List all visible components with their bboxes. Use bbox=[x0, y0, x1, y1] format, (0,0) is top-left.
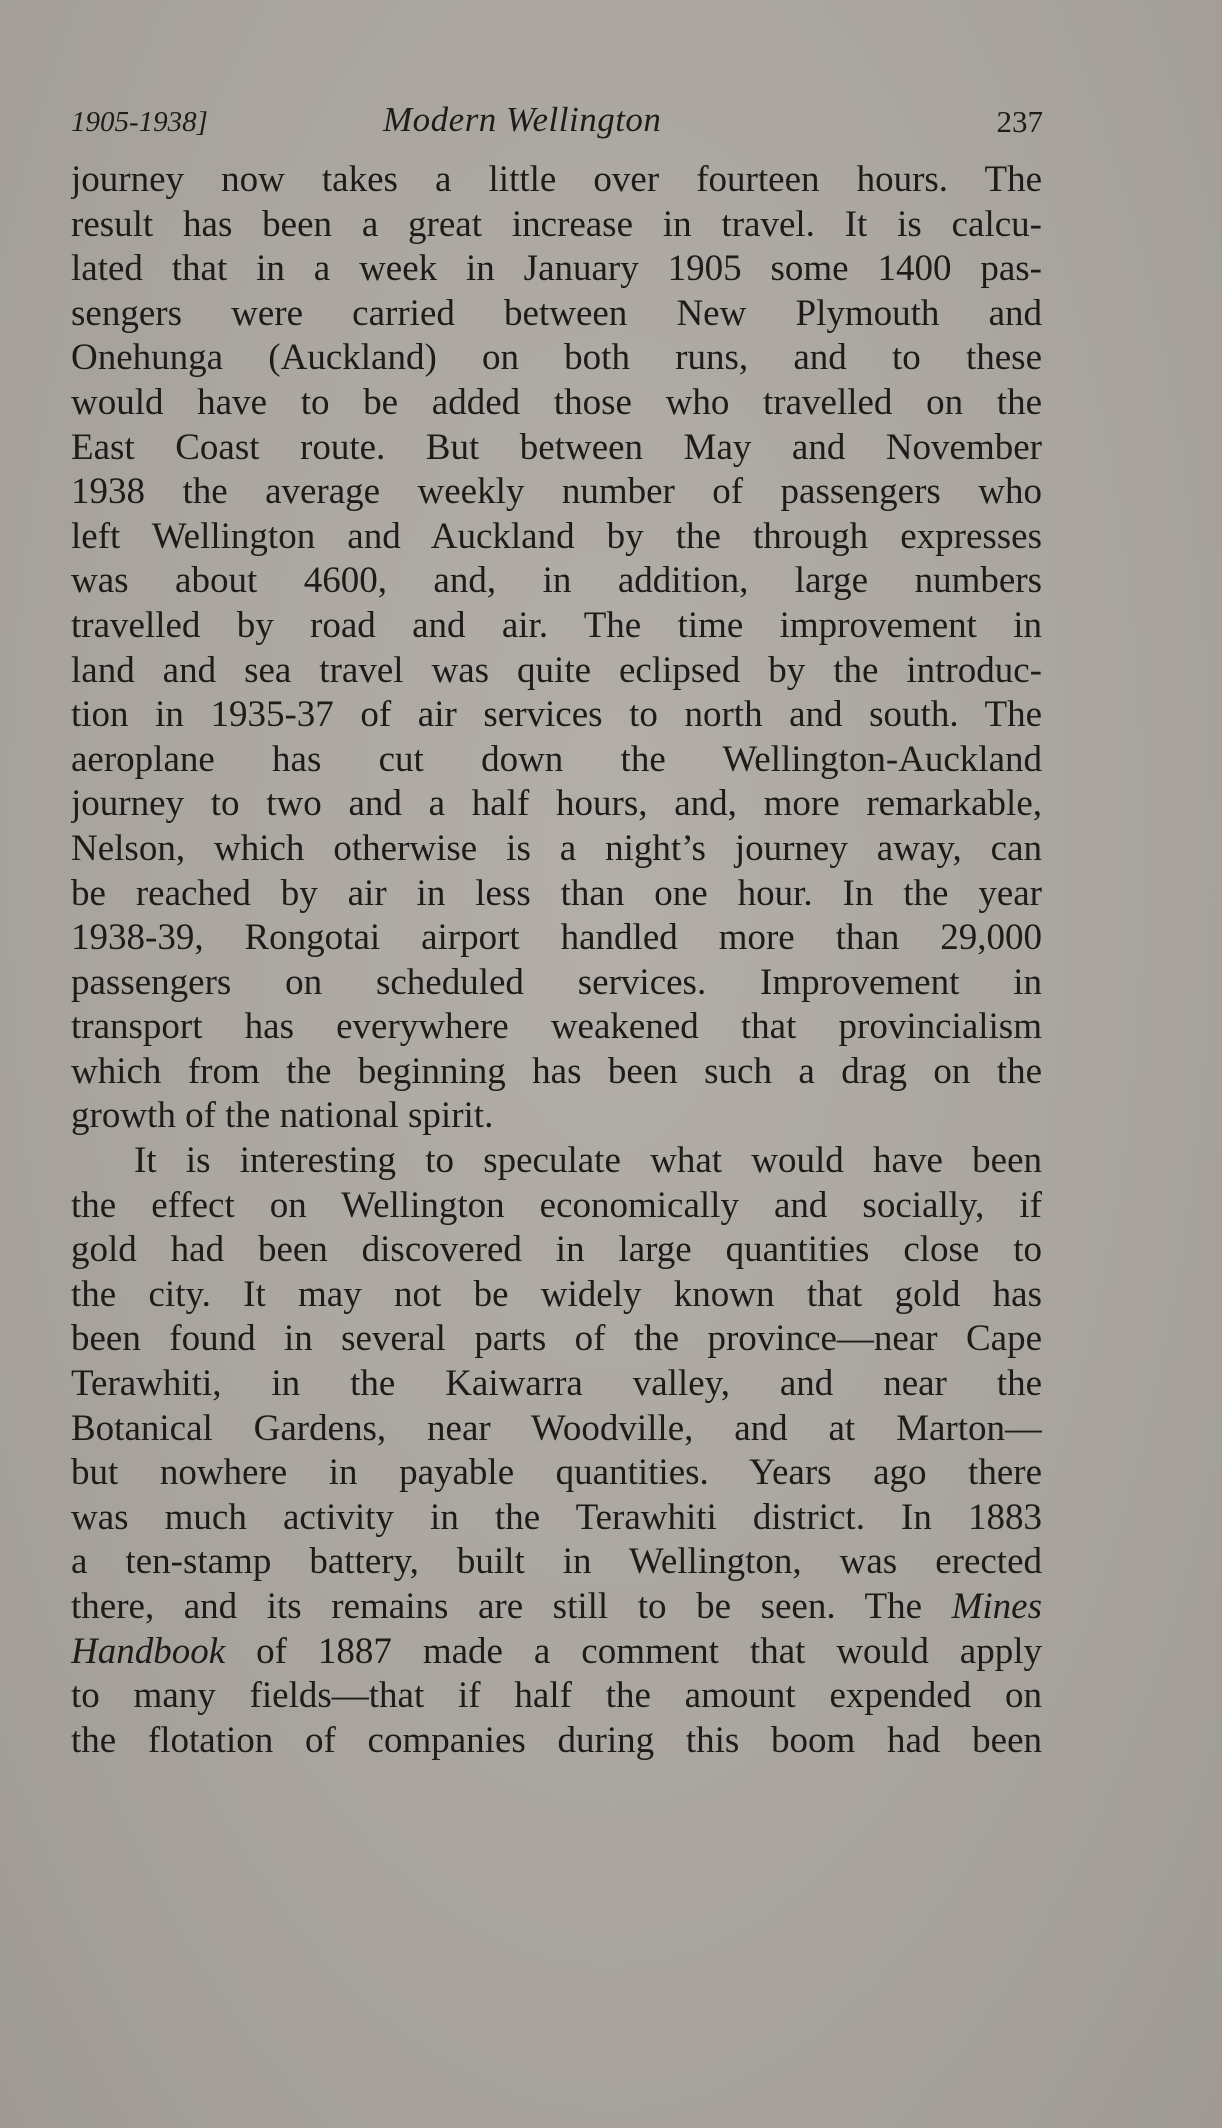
text-line: travelled by road and air. The time improvement in bbox=[71, 604, 1042, 646]
text-line: was about 4600, and, in addition, large numbers bbox=[71, 560, 1042, 602]
text-line: left Wellington and Auckland by the through expresses bbox=[71, 515, 1042, 557]
text-line: Terawhiti, in the Kaiwarra valley, and near the bbox=[71, 1363, 1042, 1405]
text-line: Botanical Gardens, near Woodville, and at Marton— bbox=[71, 1407, 1042, 1449]
text-line: to many fields—that if half the amount expended on bbox=[71, 1675, 1042, 1717]
text-line: journey to two and a half hours, and, more remarkable, bbox=[71, 783, 1042, 825]
body-text bbox=[71, 158, 1042, 1763]
text-line: land and sea travel was quite eclipsed by the introduc- bbox=[71, 649, 1042, 691]
text-line: which from the beginning has been such a drag on the bbox=[71, 1050, 1042, 1092]
italic-title: Mines bbox=[951, 1586, 1042, 1627]
text-line: Onehunga (Auckland) on both runs, and to these bbox=[71, 337, 1042, 379]
text-line: be reached by air in less than one hour. In the year bbox=[71, 872, 1042, 914]
text-segment: of 1887 made a comment that would apply bbox=[256, 1630, 1042, 1672]
running-head-title: Modern Wellington bbox=[383, 100, 662, 139]
text-line: East Coast route. But between May and November bbox=[71, 426, 1042, 468]
text-line: the city. It may not be widely known that gold has bbox=[71, 1273, 1042, 1315]
text-line: been found in several parts of the province—near Cape bbox=[71, 1318, 1042, 1360]
text-line: but nowhere in payable quantities. Years ago there bbox=[71, 1452, 1042, 1494]
text-line: Nelson, which otherwise is a night’s journey away, can bbox=[71, 827, 1042, 869]
paragraph bbox=[71, 1139, 1042, 1763]
text-line: would have to be added those who travelled on the bbox=[71, 381, 1042, 423]
text-line: gold had been discovered in large quantities close to bbox=[71, 1229, 1042, 1271]
text-line: was much activity in the Terawhiti district. In 1883 bbox=[71, 1496, 1042, 1538]
text-line bbox=[71, 1630, 1042, 1675]
text-line: growth of the national spirit. bbox=[71, 1095, 494, 1137]
text-line: a ten-stamp battery, built in Wellington, was erected bbox=[71, 1541, 1042, 1583]
text-line bbox=[71, 1585, 1042, 1630]
text-line: the flotation of companies during this boom had been bbox=[71, 1719, 1042, 1761]
text-line: It is interesting to speculate what would have been bbox=[134, 1140, 1042, 1182]
running-head-years: 1905-1938] bbox=[71, 106, 208, 138]
text-line: 1938 the average weekly number of passengers who bbox=[71, 471, 1042, 513]
text-line: lated that in a week in January 1905 some 1400 pas- bbox=[71, 248, 1042, 290]
text-line: passengers on scheduled services. Improvement in bbox=[71, 961, 1042, 1003]
text-segment: there, and its remains are still to be seen. The bbox=[71, 1586, 952, 1627]
text-line: 1938-39, Rongotai airport handled more than 29,000 bbox=[71, 917, 1042, 959]
text-line: aeroplane has cut down the Wellington-Auckland bbox=[71, 738, 1042, 780]
paragraph bbox=[71, 158, 1042, 1139]
text-line: sengers were carried between New Plymouth and bbox=[71, 292, 1042, 334]
text-line: result has been a great increase in travel. It is calcu- bbox=[71, 203, 1042, 245]
running-head bbox=[71, 96, 1043, 144]
text-line: tion in 1935-37 of air services to north and south. The bbox=[71, 694, 1042, 736]
page-number: 237 bbox=[996, 104, 1043, 139]
italic-title: Handbook bbox=[71, 1630, 226, 1672]
text-line: journey now takes a little over fourteen hours. The bbox=[71, 159, 1042, 200]
text-line: the effect on Wellington economically and socially, if bbox=[71, 1184, 1042, 1226]
text-line: transport has everywhere weakened that provincialism bbox=[71, 1006, 1042, 1048]
